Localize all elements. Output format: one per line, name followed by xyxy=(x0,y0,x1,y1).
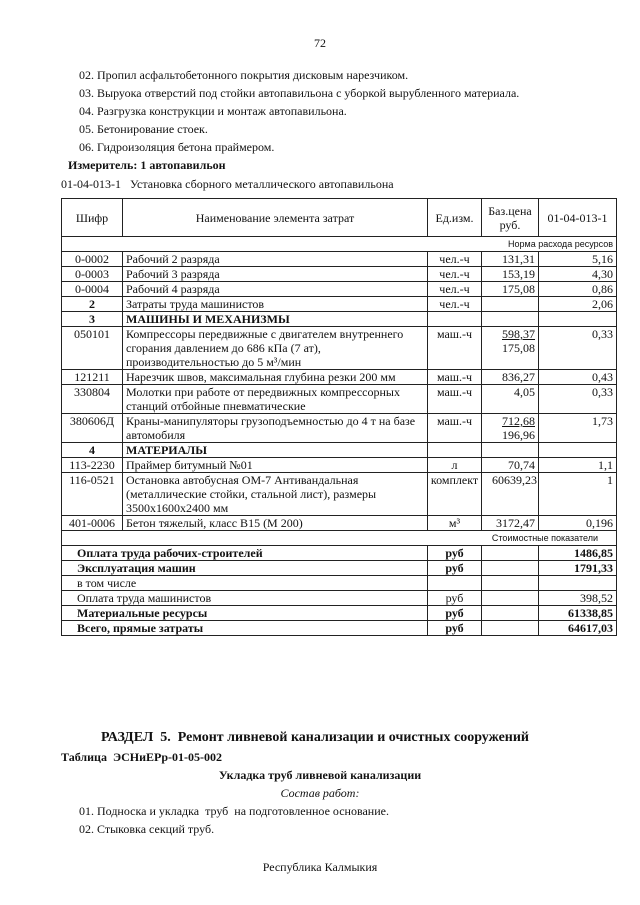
cell-price: 4,05 xyxy=(482,385,539,414)
cell-name: Рабочий 2 разряда xyxy=(123,252,428,267)
cell-price: 60639,23 xyxy=(482,473,539,516)
cell-price xyxy=(482,327,539,370)
summary-value: 1791,33 xyxy=(539,561,617,576)
norm-code-title: 01-04-013-1 Установка сборного металлического автопавильона xyxy=(61,177,394,191)
cell-unit: маш.-ч xyxy=(428,414,482,443)
summary-unit: руб xyxy=(428,561,482,576)
cell-norm: 5,16 xyxy=(539,252,617,267)
table-row xyxy=(62,327,617,370)
measure-label: Измеритель: 1 автопавильон xyxy=(68,158,226,172)
cell-code: 3 xyxy=(62,312,123,327)
section-title: МАТЕРИАЛЫ xyxy=(123,443,428,458)
table-row xyxy=(62,414,617,443)
section-heading: РАЗДЕЛ 5. Ремонт ливневой канализации и очистных сооружений xyxy=(101,730,529,745)
summary-label: Всего, прямые затраты xyxy=(62,621,428,636)
summary-unit: руб xyxy=(428,606,482,621)
table-row xyxy=(62,252,617,267)
price-value: 598,37 xyxy=(502,327,535,341)
cost-subheader: Стоимостные показатели xyxy=(62,531,617,546)
cell-price: 3172,47 xyxy=(482,516,539,531)
cell-norm: 0,43 xyxy=(539,370,617,385)
summary-row xyxy=(62,621,617,636)
summary-row xyxy=(62,591,617,606)
summary-unit xyxy=(428,576,482,591)
summary-label: Оплата труда машинистов xyxy=(62,591,428,606)
cell-unit: маш.-ч xyxy=(428,327,482,370)
cell-unit: чел.-ч xyxy=(428,252,482,267)
cell-unit: чел.-ч xyxy=(428,282,482,297)
cell-norm: 0,33 xyxy=(539,385,617,414)
cell-name: Праймер битумный №01 xyxy=(123,458,428,473)
summary-row xyxy=(62,576,617,591)
summary-label: Материальные ресурсы xyxy=(62,606,428,621)
cell-name: Молотки при работе от передвижных компрессорных станций отбойные пневматические xyxy=(123,385,428,414)
cell-norm: 0,33 xyxy=(539,327,617,370)
cell-price: 70,74 xyxy=(482,458,539,473)
cell-name-text: Компрессоры передвижные с двигателем внутреннего сгорания давлением до 686 кПа (7 ат), производительностью до 5 м³/мин xyxy=(126,327,404,369)
price-value: 712,68 xyxy=(502,414,535,428)
page-footer: Республика Калмыкия xyxy=(262,860,378,874)
cell-code: 2 xyxy=(62,297,123,312)
cell-unit: маш.-ч xyxy=(428,385,482,414)
summary-value: 64617,03 xyxy=(539,621,617,636)
summary-value xyxy=(539,576,617,591)
cell-norm: 1,1 xyxy=(539,458,617,473)
summary-unit: руб xyxy=(428,591,482,606)
cell-code: 050101 xyxy=(62,327,123,370)
section-title: МАШИНЫ И МЕХАНИЗМЫ xyxy=(123,312,428,327)
subsection-title: Укладка труб ливневой канализации xyxy=(218,768,422,782)
cell-name: Нарезчик швов, максимальная глубина резки 200 мм xyxy=(123,370,428,385)
cell-code: 380606Д xyxy=(62,414,123,443)
cell-name: Краны-манипуляторы грузоподъемностью до 4 т на базе автомобиля xyxy=(123,414,428,443)
table-row xyxy=(62,516,617,531)
work-composition-label: Состав работ: xyxy=(280,786,360,800)
cost-subheader-row xyxy=(62,531,617,546)
cell-price: 153,19 xyxy=(482,267,539,282)
cell-price: 131,31 xyxy=(482,252,539,267)
cell-price: 175,08 xyxy=(482,282,539,297)
work-step: 06. Гидроизоляция бетона праймером. xyxy=(79,140,275,154)
table-row xyxy=(62,458,617,473)
summary-row xyxy=(62,546,617,561)
summary-row xyxy=(62,561,617,576)
summary-label: в том числе xyxy=(62,576,428,591)
cell-name: Затраты труда машинистов xyxy=(123,297,428,312)
section-row xyxy=(62,443,617,458)
price-labor-value: 175,08 xyxy=(502,341,535,355)
price-labor-value: 196,96 xyxy=(502,428,535,442)
col-header-code: Шифр xyxy=(62,199,123,237)
resource-norms-table xyxy=(61,198,617,636)
cell-unit: л xyxy=(428,458,482,473)
cell-name xyxy=(123,327,428,370)
cell-name: Остановка автобусная ОМ-7 Антивандальная (металлические стойки, стальной лист), размеры 3500х1600х2400 мм xyxy=(123,473,428,516)
cell-unit: маш.-ч xyxy=(428,370,482,385)
summary-unit: руб xyxy=(428,546,482,561)
cell-norm: 0,196 xyxy=(539,516,617,531)
cell-code: 4 xyxy=(62,443,123,458)
cell-unit: чел.-ч xyxy=(428,267,482,282)
summary-value: 398,52 xyxy=(539,591,617,606)
table-row xyxy=(62,473,617,516)
cell-price: 836,27 xyxy=(482,370,539,385)
work-step: 05. Бетонирование стоек. xyxy=(79,122,208,136)
cell-price xyxy=(482,414,539,443)
table-row xyxy=(62,370,617,385)
col-header-name: Наименование элемента затрат xyxy=(123,199,428,237)
page-number: 72 xyxy=(314,36,326,50)
summary-value: 61338,85 xyxy=(539,606,617,621)
cell-norm: 1 xyxy=(539,473,617,516)
summary-row xyxy=(62,606,617,621)
col-header-unit: Ед.изм. xyxy=(428,199,482,237)
cell-code: 0-0002 xyxy=(62,252,123,267)
cell-code: 0-0003 xyxy=(62,267,123,282)
work-step: 04. Разгрузка конструкции и монтаж автопавильона. xyxy=(79,104,347,118)
cell-code: 330804 xyxy=(62,385,123,414)
work-step: 03. Выруока отверстий под стойки автопавильона с уборкой вырубленного материала. xyxy=(79,86,520,100)
work-step: 02. Стыковка секций труб. xyxy=(79,822,215,836)
cell-code: 0-0004 xyxy=(62,282,123,297)
cell-code: 116-0521 xyxy=(62,473,123,516)
work-step: 02. Пропил асфальтобетонного покрытия дисковым нарезчиком. xyxy=(79,68,409,82)
table-label: Таблица ЭСНиЕРр-01-05-002 xyxy=(61,750,223,764)
table-row xyxy=(62,267,617,282)
summary-label: Оплата труда рабочих-строителей xyxy=(62,546,428,561)
cell-code: 121211 xyxy=(62,370,123,385)
table-row xyxy=(62,385,617,414)
cell-name: Рабочий 4 разряда xyxy=(123,282,428,297)
summary-unit: руб xyxy=(428,621,482,636)
section-row xyxy=(62,312,617,327)
cell-norm: 1,73 xyxy=(539,414,617,443)
cell-unit: м³ xyxy=(428,516,482,531)
cell-norm: 4,30 xyxy=(539,267,617,282)
table-row xyxy=(62,282,617,297)
cell-code: 401-0006 xyxy=(62,516,123,531)
norm-subheader-row xyxy=(62,237,617,252)
summary-value: 1486,85 xyxy=(539,546,617,561)
summary-label: Эксплуатация машин xyxy=(62,561,428,576)
cell-unit: комплект xyxy=(428,473,482,516)
col-header-norm: 01-04-013-1 xyxy=(539,199,617,237)
cell-unit: чел.-ч xyxy=(428,297,482,312)
cell-code: 113-2230 xyxy=(62,458,123,473)
cell-name: Рабочий 3 разряда xyxy=(123,267,428,282)
table-row xyxy=(62,297,617,312)
work-step: 01. Подноска и укладка труб на подготовленное основание. xyxy=(79,804,389,818)
table-header-row xyxy=(62,199,617,237)
cell-norm: 2,06 xyxy=(539,297,617,312)
norm-subheader: Норма расхода ресурсов xyxy=(62,237,617,252)
col-header-price: Баз.цена руб. xyxy=(482,199,539,237)
cell-name: Бетон тяжелый, класс В15 (М 200) xyxy=(123,516,428,531)
cell-price xyxy=(482,297,539,312)
cell-norm: 0,86 xyxy=(539,282,617,297)
